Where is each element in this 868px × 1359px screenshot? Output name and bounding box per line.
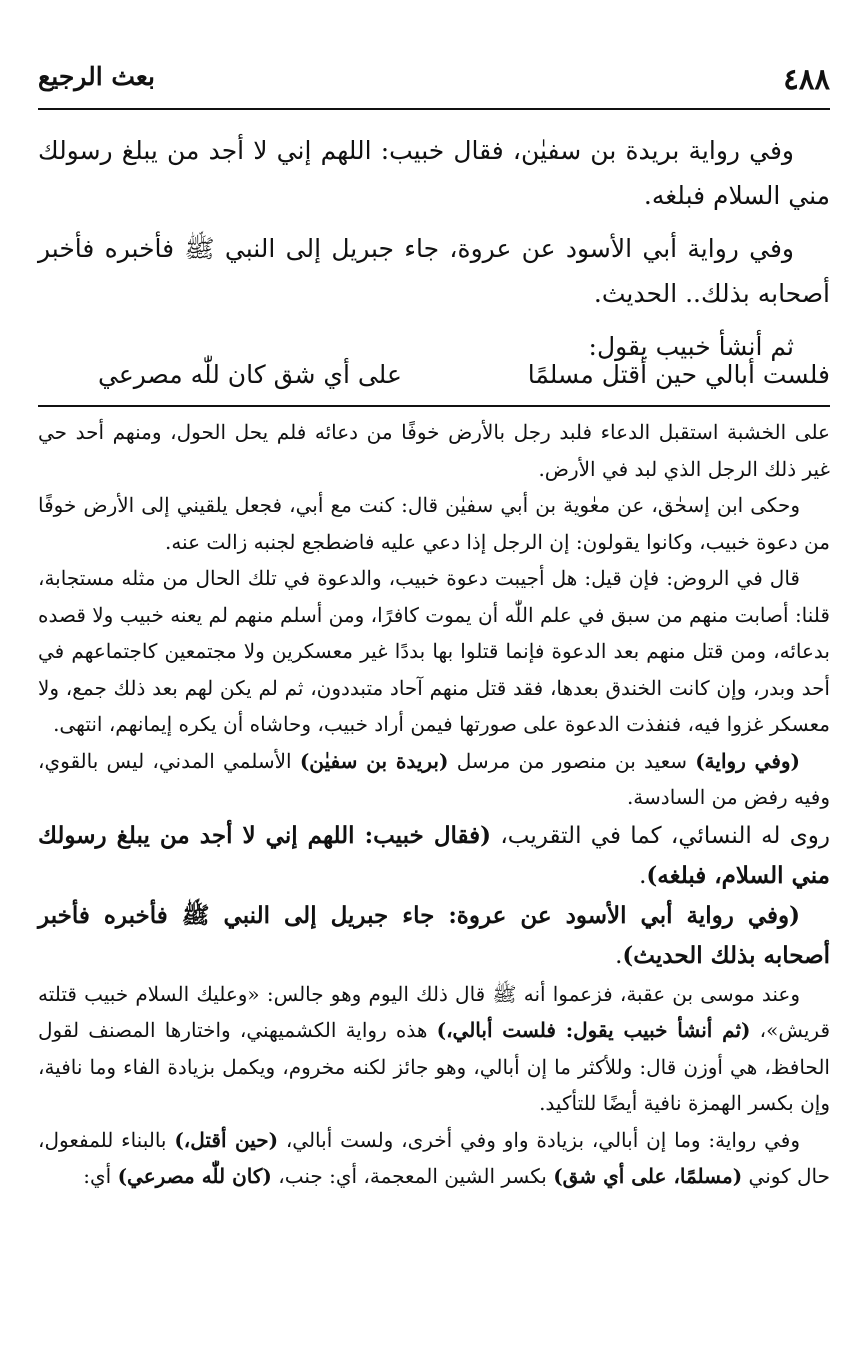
quoted-matn: (بريدة بن سفيٰن) (299, 748, 449, 773)
commentary-divider (38, 405, 830, 407)
quoted-matn: (حين أقتل،) (174, 1127, 279, 1152)
poem-hemistich-second: على أي شق كان للّٰه مصرعي (98, 360, 402, 389)
commentary-text: . (615, 942, 623, 969)
commentary-text: روى له النسائي، كما في التقريب، (491, 822, 830, 849)
commentary-paragraph: على الخشبة استقبل الدعاء فلبد رجل بالأرض خوفًا من دعائه فلم يحل الحول، ومنهم أحد حي غير ذلك الرجل الذي لبد في الأرض. (38, 420, 830, 481)
quoted-matn: (وفي رواية أبي الأسود عن عروة: جاء جبريل إلى النبي ﷺ فأخبره فأخبر أصحابه بذلك الحديث) (38, 901, 830, 969)
main-text (38, 128, 830, 377)
main-paragraph: وفي رواية بريدة بن سفيٰن، فقال خبيب: اللهم إني لا أجد من يبلغ رسولك مني السلام فبلغه. (38, 136, 830, 210)
commentary-text: وفي رواية: وما إن أبالي، بزيادة واو وفي أخرى، ولست أبالي، (278, 1127, 800, 1152)
commentary (38, 414, 830, 1195)
commentary-paragraph (38, 1122, 830, 1195)
poem-verse (98, 360, 830, 400)
book-page (38, 0, 830, 1359)
commentary-paragraph: وحكى ابن إسحٰق، عن معٰوية بن أبي سفيٰن قال: كنت مع أبي، فجعل يلقيني إلى الأرض خوفًا من دعوة خبيب، وكانوا يقولون: إن الرجل إذا دعي عليه فاضطجع لجنبه زالت عنه. (38, 493, 830, 554)
commentary-text: أي: (83, 1164, 118, 1188)
commentary-paragraph: قال في الروض: فإن قيل: هل أجيبت دعوة خبيب، والدعوة في تلك الحال من مثله مستجابة، قلنا: أصابت منهم من سبق في علم اللّٰه أن يموت كافرًا، ومن أسلم منهم لم يعنه خبيب ولا قصده بدعائه، ومن قتل منهم بعد الدعوة فإنما قتلوا بها بددًا غير معسكرين ولا مجتمعين كاجتماعهم في أحد وبدر، وإن كانت الخندق بعدها، فقد قتل منهم آحاد متبددون، ثم لم يكن لهم بعد ذلك جمع، ولا معسكر غزوا فيه، فنفذت الدعوة على صورتها فيمن أراد خبيب، وحاشاه أن يكره إيمانهم، انتهى. (38, 566, 830, 736)
quoted-matn: (وفي رواية) (695, 748, 801, 773)
header-rule (38, 108, 830, 110)
quoted-matn: (مسلمًا، على أي شق) (553, 1164, 743, 1188)
poem-hemistich-first: فلست أبالي حين أقتل مسلمًا (527, 360, 830, 389)
page-header (38, 62, 830, 104)
commentary-paragraph (38, 896, 830, 976)
running-title: بعث الرجيع (38, 62, 155, 91)
quoted-matn: (كان للّٰه مصرعي) (117, 1164, 272, 1188)
commentary-text: هذه رواية الكشميهني، واختارها المصنف لقول الحافظ، هي أوزن قال: وللأكثر ما إن أبالي، وهو جائز لكنه مخروم، ويكمل بزيادة الفاء وما نافية، وإن بكسر الهمزة نافية أيضًا للتأكيد. (38, 1018, 830, 1115)
commentary-text: بالبناء للمفعول، حال كوني (38, 1127, 830, 1188)
page-number: ٤٨٨ (783, 62, 830, 96)
quoted-matn: (ثم أنشأ خبيب يقول: فلست أبالي،) (436, 1018, 751, 1042)
commentary-text: وعند موسى بن عقبة، فزعموا أنه ﷺ قال ذلك اليوم وهو جالس: «وعليك السلام خبيب قتلته قريش»، (38, 981, 831, 1042)
commentary-text: . (639, 862, 647, 889)
commentary-text: بكسر الشين المعجمة، أي: جنب، (271, 1164, 554, 1188)
quoted-matn: (فقال خبيب: اللهم إني لا أجد من يبلغ رسولك مني السلام، فبلغه) (38, 821, 830, 889)
commentary-paragraph (38, 976, 830, 1122)
commentary-paragraph (38, 816, 830, 896)
commentary-paragraph (38, 743, 830, 816)
commentary-text: سعيد بن منصور من مرسل (448, 748, 696, 773)
commentary-text: الأسلمي المدني، ليس بالقوي، وفيه رفض من السادسة. (38, 748, 830, 809)
main-paragraph: وفي رواية أبي الأسود عن عروة، جاء جبريل إلى النبي ﷺ فأخبره فأخبر أصحابه بذلك.. الحديث. (38, 234, 830, 308)
main-paragraph: ثم أنشأ خبيب يقول: (588, 332, 794, 361)
